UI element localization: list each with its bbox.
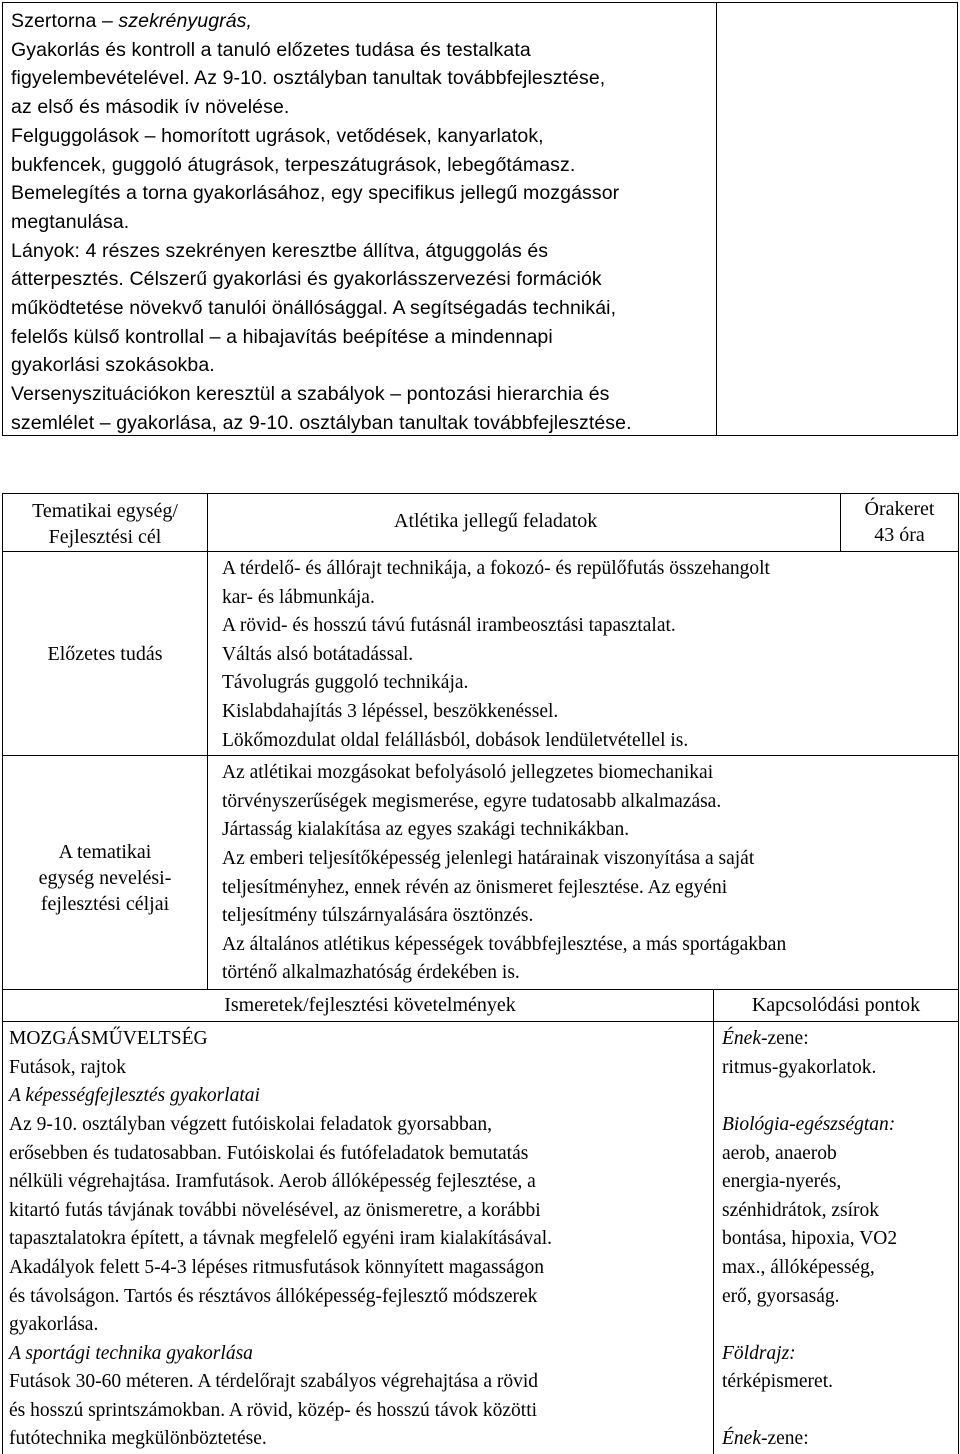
connections-text: Ének	[722, 1428, 761, 1450]
prior-line: A rövid- és hosszú távú futásnál irambeosztási tapasztalat.	[222, 615, 676, 637]
connections-text: Földrajz:	[722, 1342, 796, 1364]
prior-line: A térdelő- és állórajt technikája, a fokozó- és repülőfutás összehangolt	[222, 558, 770, 579]
requirements-line: Futások, rajtok	[9, 1056, 126, 1078]
requirements-line: és távolságon. Tartós és résztávos állóképesség-fejlesztő módszerek	[9, 1285, 538, 1307]
connections-header: Kapcsolódási pontok	[751, 994, 921, 1017]
top-content-text: Felguggolások – homorított ugrások, vetődések, kanyarlatok,	[11, 124, 544, 147]
connections-text: Ének	[722, 1028, 761, 1050]
connections-line	[722, 1140, 958, 1169]
top-content-line	[11, 265, 711, 294]
top-content-text: Bemelegítés a torna gyakorlásához, egy specifikus jellegű mozgássor	[11, 182, 620, 205]
top-content-text: Lányok: 4 részes szekrényen keresztbe állítva, átguggolás és	[11, 239, 549, 262]
hours-label: Órakeret	[864, 498, 935, 520]
top-content-text: Versenyszituációkon keresztül a szabályok – pontozási hierarchia és	[11, 383, 610, 406]
prior-knowledge-row	[3, 552, 959, 756]
goals-label-cell	[3, 756, 208, 990]
connections-line	[722, 1425, 958, 1454]
goals-line: teljesítményhez, ennek révén az önismeret fejlesztése. Az egyéni	[222, 876, 728, 898]
top-content-line	[11, 122, 711, 151]
top-content-line	[11, 380, 711, 409]
requirements-header: Ismeretek/fejlesztési követelmények	[224, 994, 516, 1017]
connections-line	[722, 1082, 958, 1111]
top-content-text	[11, 7, 711, 438]
top-content-line	[11, 7, 711, 36]
hours-value: 43 óra	[874, 524, 925, 546]
prior-line: kar- és lábmunkája.	[222, 586, 375, 608]
connections-text: térképismeret.	[722, 1371, 833, 1393]
requirements-line: gyakorlása.	[9, 1314, 99, 1336]
connections-lines	[722, 1025, 958, 1454]
top-right-empty-cell	[716, 2, 958, 436]
prior-line: Kislabdahajítás 3 lépéssel, beszökkenéssel.	[222, 700, 559, 722]
connections-text: aerob, anaerob	[722, 1142, 837, 1164]
top-content-text: gyakorlási szokásokba.	[11, 354, 215, 377]
top-content-line	[11, 294, 711, 323]
connections-line	[722, 1368, 958, 1397]
top-content-text: átterpesztés. Célszerű gyakorlási és gyakorlásszervezési formációk	[11, 268, 602, 291]
requirements-line: A képességfejlesztés gyakorlatai	[9, 1085, 260, 1107]
prior-line: Lökőmozdulat oldal felállásból, dobások lendületvétellel is.	[222, 729, 689, 751]
connections-text: energia-nyerés,	[722, 1171, 842, 1193]
connections-line	[722, 1054, 958, 1083]
connections-line	[722, 1025, 958, 1054]
top-content-line	[11, 409, 711, 438]
hours-block	[840, 494, 958, 551]
unit-title-row	[3, 494, 959, 552]
requirements-header-row	[3, 990, 959, 1022]
top-content-text: Szertorna –	[11, 10, 119, 32]
connections-line	[722, 1197, 958, 1226]
connections-text: Biológia-egészségtan:	[722, 1113, 896, 1135]
requirements-line: erősebben és tudatosabban. Futóiskolai és futófeladatok bemutatás	[9, 1142, 529, 1164]
connections-text: bontása, hipoxia, VO2	[722, 1228, 898, 1250]
requirements-line: és hosszú sprintszámokban. A rövid, közép- és hosszú távok közötti	[9, 1399, 538, 1421]
top-content-line	[11, 237, 711, 266]
prior-lines	[222, 555, 958, 755]
requirements-line: nélküli végrehajtása. Iramfutások. Aerob állóképesség fejlesztése, a	[9, 1171, 536, 1193]
top-content-line	[11, 323, 711, 352]
top-content-line	[11, 351, 711, 380]
goals-line: Az általános atlétikus képességek továbbfejlesztése, a más sportágakban	[222, 933, 787, 955]
requirements-line: Akadályok felett 5-4-3 lépéses ritmusfutások könnyített magasságon	[9, 1256, 545, 1278]
connections-text: erő, gyorsaság.	[722, 1285, 840, 1307]
connections-text: -zene:	[760, 1428, 809, 1450]
connections-text: max., állóképesség,	[722, 1256, 875, 1278]
top-content-text: működtetése növekvő tanulói önállósággal. A segítségadás technikái,	[11, 297, 617, 320]
requirements-line: kitartó futás távjának további növelésével, az önismeretre, a korábbi	[9, 1199, 541, 1221]
goals-row	[3, 756, 959, 990]
unit-title: Atlétika jellegű feladatok	[394, 510, 598, 532]
top-content-text: szekrényugrás,	[118, 10, 253, 32]
unit-table	[2, 493, 959, 1454]
goals-label: A tematikai egység nevelési-fejlesztési céljai	[38, 840, 172, 915]
requirements-cell	[3, 1022, 714, 1454]
unit-label-cell	[3, 494, 208, 552]
top-content-text: figyelembevételével. Az 9-10. osztályban tanultak továbbfejlesztése,	[11, 67, 606, 90]
top-content-text: szemlélet – gyakorlása, az 9-10. osztályban tanultak továbbfejlesztése.	[11, 411, 632, 434]
prior-line: Váltás alsó botátadással.	[222, 643, 414, 665]
top-content-line	[11, 151, 711, 180]
connections-line	[722, 1311, 958, 1340]
goals-line: teljesítmény túlszárnyalására ösztönzés.	[222, 905, 534, 927]
prior-label-cell	[3, 552, 208, 756]
top-content-line	[11, 208, 711, 237]
requirements-row	[3, 1022, 959, 1454]
requirements-header-cell	[3, 990, 714, 1022]
requirements-line: A sportági technika gyakorlása	[9, 1342, 253, 1364]
top-content-text: bukfencek, guggoló átugrások, terpeszátugrások, lebegőtámasz.	[11, 153, 576, 176]
unit-title-cell	[208, 494, 959, 552]
top-content-line	[11, 36, 711, 65]
connections-text: -zene:	[760, 1028, 809, 1050]
top-content-line	[11, 64, 711, 93]
requirements-line: Az 9-10. osztályban végzett futóiskolai feladatok gyorsabban,	[9, 1113, 493, 1135]
requirements-line: MOZGÁSMŰVELTSÉG	[9, 1028, 208, 1050]
connections-line	[722, 1283, 958, 1312]
requirements-line: tapasztalatokra épített, a távnak megfelelő egyéni iram kialakításával.	[9, 1228, 553, 1250]
requirements-line: Futások 30-60 méteren. A térdelőrajt szabályos végrehajtása a rövid	[9, 1371, 539, 1393]
top-content-text: felelős külső kontrollal – a hibajavítás beépítése a mindennapi	[11, 325, 553, 348]
prior-label: Előzetes tudás	[47, 642, 163, 665]
connections-line	[722, 1397, 958, 1426]
connections-header-cell	[714, 990, 959, 1022]
connections-text: ritmus-gyakorlatok.	[722, 1056, 877, 1078]
goals-line: Jártasság kialakítása az egyes szakági technikákban.	[222, 819, 630, 841]
connections-line	[722, 1225, 958, 1254]
top-content-box	[2, 2, 716, 436]
requirements-lines	[9, 1025, 713, 1454]
goals-line: Az atlétikai mozgásokat befolyásoló jellegzetes biomechanikai	[222, 762, 714, 784]
goals-content-cell	[208, 756, 959, 990]
goals-line: törvényszerűségek megismerése, egyre tudatosabb alkalmazása.	[222, 790, 722, 812]
connections-line	[722, 1254, 958, 1283]
connections-line	[722, 1111, 958, 1140]
prior-line: Távolugrás guggoló technikája.	[222, 672, 469, 694]
top-content-text: Gyakorlás és kontroll a tanuló előzetes tudása és testalkata	[11, 38, 531, 61]
goals-line: Az emberi teljesítőképesség jelenlegi határainak viszonyítása a saját	[222, 847, 755, 869]
goals-lines	[222, 759, 958, 988]
connections-line	[722, 1168, 958, 1197]
top-content-text: megtanulása.	[11, 210, 130, 233]
connections-cell	[714, 1022, 959, 1454]
top-content-line	[11, 93, 711, 122]
top-content-line	[11, 179, 711, 208]
goals-line: történő alkalmazhatóság érdekében is.	[222, 962, 520, 984]
unit-label: Tematikai egység/ Fejlesztési cél	[32, 499, 178, 548]
top-content-text: az első és második ív növelése.	[11, 96, 290, 119]
connections-text: szénhidrátok, zsírok	[722, 1199, 880, 1221]
connections-line	[722, 1340, 958, 1369]
prior-content-cell	[208, 552, 959, 756]
requirements-line: futótechnika megkülönböztetése.	[9, 1428, 267, 1450]
